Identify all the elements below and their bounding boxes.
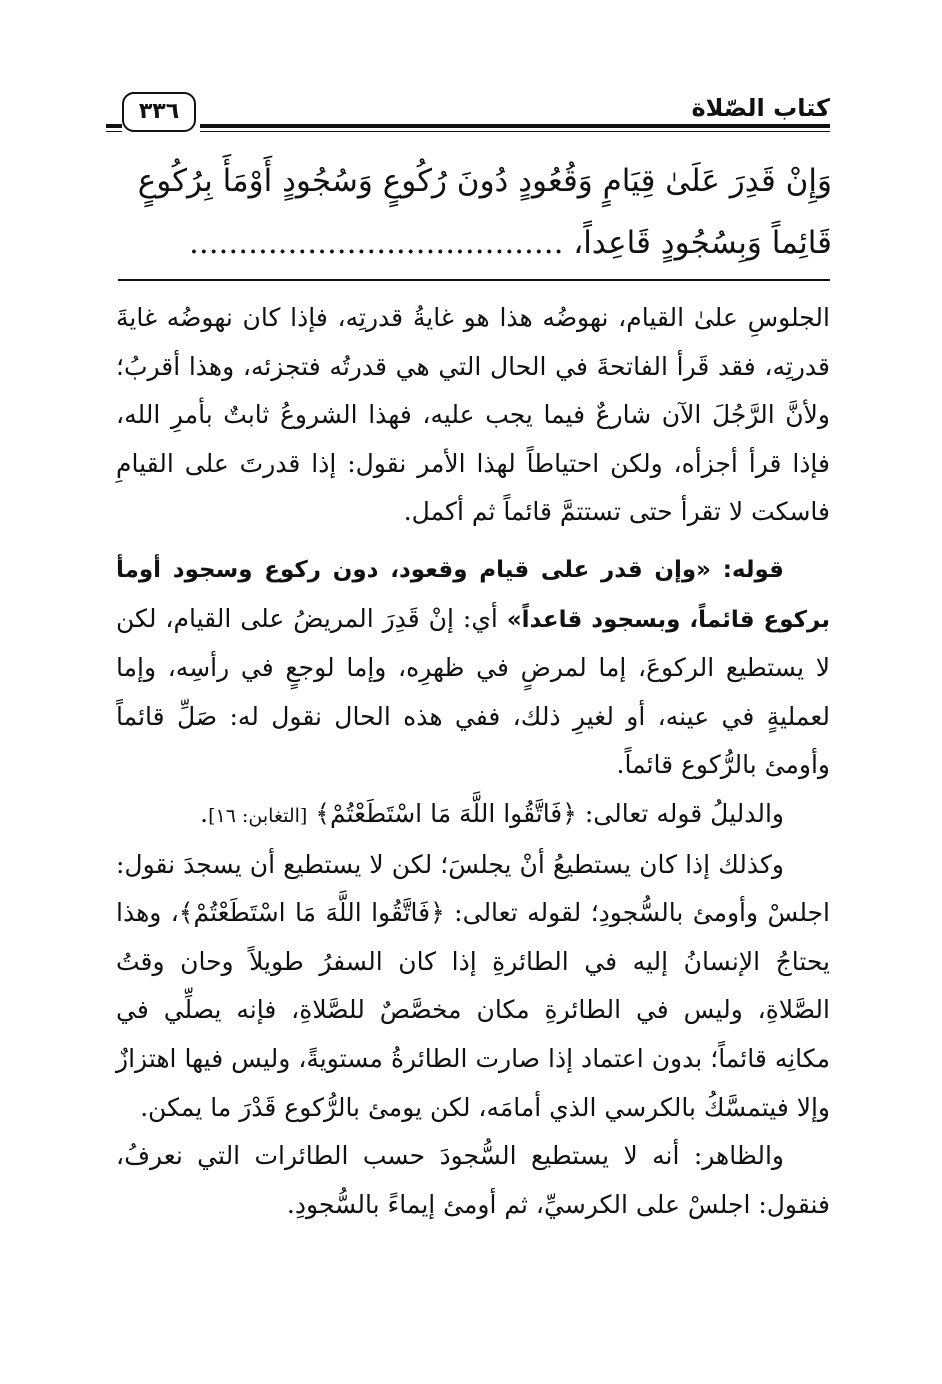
page-header: [114, 92, 830, 136]
matn-text: [118, 150, 832, 274]
paragraph-1: الجلوسِ علىٰ القيام، نهوضُه هذا هو غايةُ قدرتِه، فإذا كان نهوضُه غايةَ قدرتِه، فقد قَرأ الفاتحةَ في الحال التي هي قدرتُه فتجزئه، وهذا أقربُ؛ ولأنَّ الرَّجُلَ الآن شارعٌ فيما يجب عليه، فهذا الشروعُ ثابتٌ بأمرِ الله، فإذا قرأ أجزأه، ولكن احتياطاً لهذا الأمر نقول: إذا قدرتَ على القيامِ فاسكت لا تقرأ حتى تستتمَّ قائماً ثم أكمل.: [116, 303, 830, 527]
commentary: [116, 294, 830, 1229]
page-number: ٣٣٦: [122, 92, 196, 132]
running-head-title: كتاب الصّلاة: [691, 94, 830, 122]
paragraph-3-text: والدليلُ قوله تعالى:: [576, 798, 784, 828]
paragraph-3-end: .: [200, 798, 209, 828]
matn-line-2-text: قَائِماً وَبِسُجُودٍ قَاعِداً،: [573, 225, 832, 261]
verse-reference: [التغابن: ١٦]: [208, 804, 308, 827]
paragraph-4: [116, 841, 830, 1133]
quran-verse: ﴿فَاتَّقُوا اللَّهَ مَا اسْتَطَعْتُمْ﴾: [315, 798, 577, 828]
section-divider: [118, 279, 830, 281]
header-rule-thin: [200, 131, 830, 132]
paragraph-4-b: ، وهذا يحتاجُ الإنسانُ إليه في الطائرةِ إذا كان السفرُ طويلاً وحان وقتُ الصَّلاةِ، وليس في الطائرةِ مكان مخصَّصٌ للصَّلاةِ، فإنه يصلِّي في مكانِه قائماً؛ بدون اعتماد إذا صارت الطائرةُ مستويةً، وليس فيها اهتزازٌ وإلا فيتمسَّكُ بالكرسي الذي أمامَه، لكن يومئ بالرُّكوع قَدْرَ ما يمكن.: [116, 898, 830, 1122]
paragraph-5: والظاهر: أنه لا يستطيع السُّجودَ حسب الطائرات التي نعرفُ، فنقول: اجلسْ على الكرسيِّ، ثم أومئ إيماءً بالسُّجودِ.: [116, 1141, 830, 1219]
qawluhu-label: قوله:: [722, 556, 784, 583]
header-rule-left-thick: [106, 124, 122, 128]
paragraph-4-a: وكذلك إذا كان يستطيعُ أنْ يجلسَ؛ لكن لا يستطيع أن يسجدَ نقول: اجلسْ وأومئ بالسُّجودِ؛ لقوله تعالى:: [116, 849, 830, 928]
matn-line-2: [118, 212, 832, 274]
paragraph-2-rest: أي: إنْ قَدِرَ المريضُ على القيام، لكن لا يستطيع الركوعَ، إما لمرضٍ في ظهرِه، وإما لوجعٍ في رأسِه، وإما لعمليةٍ في عينه، أو لغيرِ ذلك، ففي هذه الحال نقول له: صَلِّ قائماً وأومئ بالرُّكوع قائماً.: [116, 603, 830, 780]
header-rule-left-thin: [106, 131, 122, 132]
matn-dots: ......................................: [188, 225, 564, 261]
matn-quote: «وإن قدر على قيام وقعود، دون ركوع وسجود أومأ بركوع قائماً، وبسجود قاعداً»: [116, 556, 830, 633]
paragraph-2: [116, 545, 830, 790]
paragraph-3: [116, 790, 830, 841]
quran-verse-2: ﴿فَاتَّقُوا اللَّهَ مَا اسْتَطَعْتُمْ﴾: [178, 898, 445, 928]
header-rule-thick: [200, 124, 830, 128]
matn-line-1: وَإِنْ قَدِرَ عَلَىٰ قِيَامٍ وَقُعُودٍ دُونَ رُكُوعٍ وَسُجُودٍ أَوْمَأَ بِرُكُوعٍ: [137, 163, 832, 199]
